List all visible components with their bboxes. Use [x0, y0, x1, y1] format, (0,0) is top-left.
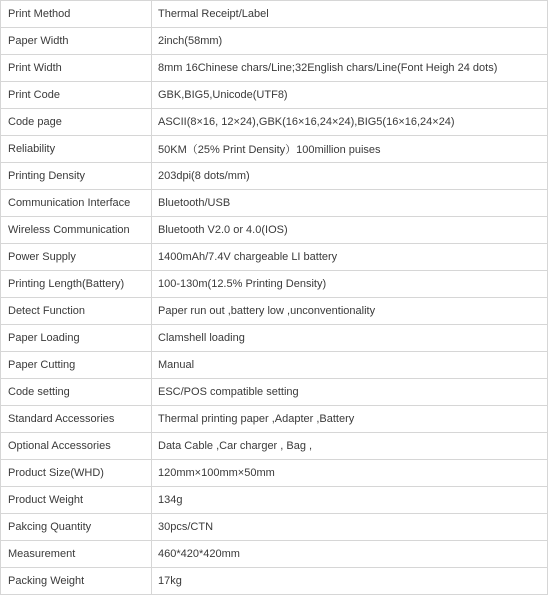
table-row	[1, 1, 548, 28]
spec-label: Paper Width	[1, 28, 152, 55]
spec-value: Bluetooth V2.0 or 4.0(IOS)	[152, 217, 548, 244]
spec-label: Code setting	[1, 379, 152, 406]
table-row	[1, 244, 548, 271]
spec-label: Printing Density	[1, 163, 152, 190]
spec-value: 120mm×100mm×50mm	[152, 460, 548, 487]
spec-value: 134g	[152, 487, 548, 514]
table-row	[1, 406, 548, 433]
table-row	[1, 190, 548, 217]
spec-value: Thermal Receipt/Label	[152, 1, 548, 28]
spec-label: Measurement	[1, 541, 152, 568]
spec-label: Print Method	[1, 1, 152, 28]
spec-label: Product Weight	[1, 487, 152, 514]
spec-label: Standard Accessories	[1, 406, 152, 433]
spec-value: 100-130m(12.5% Printing Density)	[152, 271, 548, 298]
spec-label: Communication Interface	[1, 190, 152, 217]
spec-value: ASCII(8×16, 12×24),GBK(16×16,24×24),BIG5(16×16,24×24)	[152, 109, 548, 136]
spec-label: Product Size(WHD)	[1, 460, 152, 487]
table-row	[1, 514, 548, 541]
spec-value: 1400mAh/7.4V chargeable LI battery	[152, 244, 548, 271]
spec-value: Thermal printing paper ,Adapter ,Battery	[152, 406, 548, 433]
spec-value: 30pcs/CTN	[152, 514, 548, 541]
spec-value: Bluetooth/USB	[152, 190, 548, 217]
table-row	[1, 271, 548, 298]
spec-value: 17kg	[152, 568, 548, 595]
spec-label: Reliability	[1, 136, 152, 163]
spec-label: Printing Length(Battery)	[1, 271, 152, 298]
spec-label: Pakcing Quantity	[1, 514, 152, 541]
spec-value: GBK,BIG5,Unicode(UTF8)	[152, 82, 548, 109]
spec-label: Paper Cutting	[1, 352, 152, 379]
spec-label: Packing Weight	[1, 568, 152, 595]
spec-value: 50KM（25% Print Density）100million puises	[152, 136, 548, 163]
spec-label: Optional Accessories	[1, 433, 152, 460]
table-row	[1, 487, 548, 514]
spec-value: 203dpi(8 dots/mm)	[152, 163, 548, 190]
table-row	[1, 55, 548, 82]
table-row	[1, 325, 548, 352]
spec-label: Print Code	[1, 82, 152, 109]
table-row	[1, 433, 548, 460]
spec-label: Power Supply	[1, 244, 152, 271]
table-row	[1, 460, 548, 487]
spec-label: Print Width	[1, 55, 152, 82]
spec-value: Manual	[152, 352, 548, 379]
spec-label: Wireless Communication	[1, 217, 152, 244]
spec-table-body	[1, 1, 548, 595]
table-row	[1, 352, 548, 379]
table-row	[1, 28, 548, 55]
spec-value: 2inch(58mm)	[152, 28, 548, 55]
spec-value: 460*420*420mm	[152, 541, 548, 568]
spec-value: ESC/POS compatible setting	[152, 379, 548, 406]
spec-value: Data Cable ,Car charger , Bag ,	[152, 433, 548, 460]
table-row	[1, 379, 548, 406]
spec-value: Clamshell loading	[152, 325, 548, 352]
table-row	[1, 109, 548, 136]
spec-label: Code page	[1, 109, 152, 136]
spec-value: 8mm 16Chinese chars/Line;32English chars/Line(Font Heigh 24 dots)	[152, 55, 548, 82]
table-row	[1, 217, 548, 244]
spec-label: Paper Loading	[1, 325, 152, 352]
table-row	[1, 163, 548, 190]
table-row	[1, 541, 548, 568]
table-row	[1, 298, 548, 325]
table-row	[1, 136, 548, 163]
table-row	[1, 568, 548, 595]
spec-label: Detect Function	[1, 298, 152, 325]
spec-value: Paper run out ,battery low ,unconventionality	[152, 298, 548, 325]
table-row	[1, 82, 548, 109]
